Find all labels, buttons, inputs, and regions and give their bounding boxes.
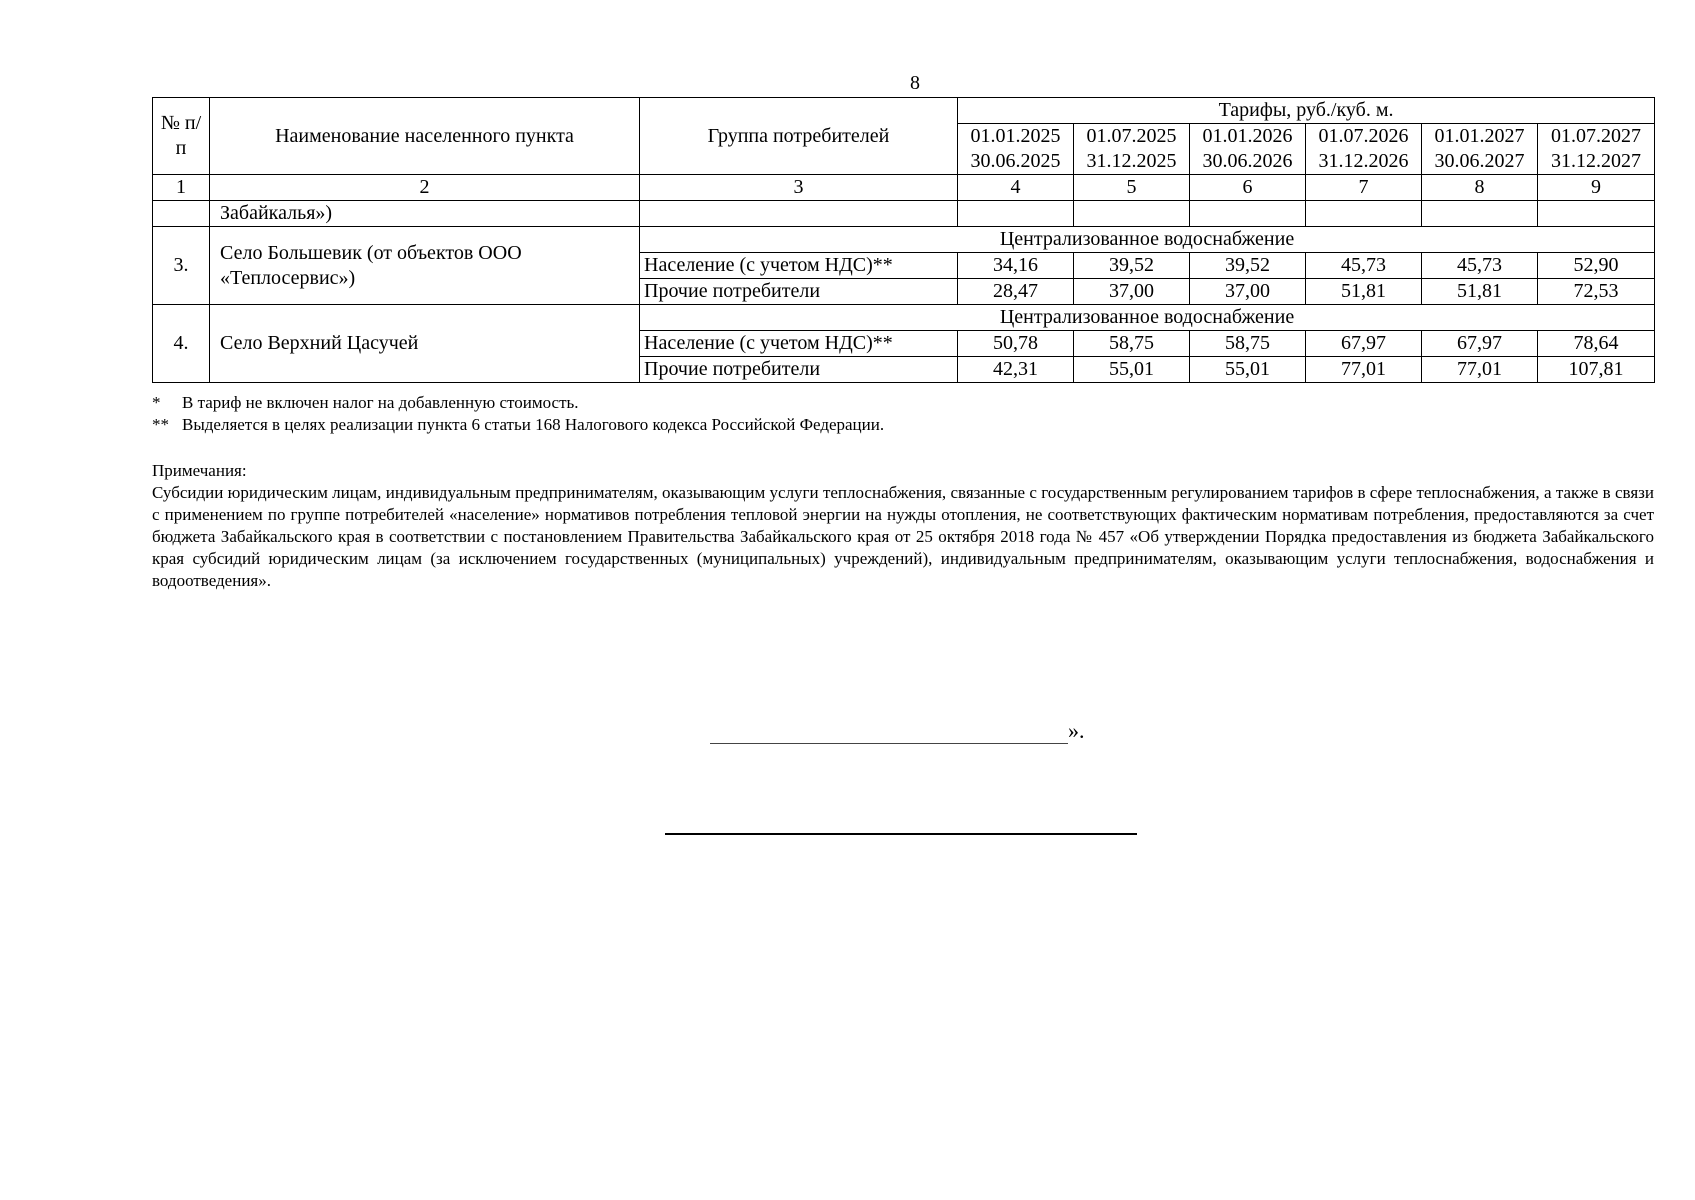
- tariff-value: 37,00: [1074, 279, 1190, 305]
- header-settlement: Наименование населенного пункта: [210, 98, 640, 175]
- consumer-group-label: Прочие потребители: [640, 357, 958, 383]
- column-number: 1: [153, 175, 210, 201]
- table-row: [153, 227, 1655, 253]
- period-to: 30.06.2026: [1190, 149, 1306, 175]
- tariff-value: 77,01: [1422, 357, 1538, 383]
- tariff-value: 58,75: [1190, 331, 1306, 357]
- tariff-value: 37,00: [1190, 279, 1306, 305]
- header-tariffs: Тарифы, руб./куб. м.: [958, 98, 1655, 124]
- column-number: 5: [1074, 175, 1190, 201]
- period-from: 01.07.2025: [1074, 124, 1190, 150]
- row-number: 3.: [153, 227, 210, 305]
- tariff-value: 34,16: [958, 253, 1074, 279]
- tariff-value: 45,73: [1306, 253, 1422, 279]
- empty-cell: [958, 201, 1074, 227]
- tariff-value: 77,01: [1306, 357, 1422, 383]
- tariff-value: 51,81: [1422, 279, 1538, 305]
- consumer-group-label: Население (с учетом НДС)**: [640, 331, 958, 357]
- period-to: 30.06.2025: [958, 149, 1074, 175]
- tariff-value: 107,81: [1538, 357, 1655, 383]
- empty-cell: [1306, 201, 1422, 227]
- header-consumer-group: Группа потребителей: [640, 98, 958, 175]
- period-to: 31.12.2025: [1074, 149, 1190, 175]
- settlement-name: Село Большевик (от объектов ООО «Теплосервис»): [210, 227, 640, 305]
- period-to: 31.12.2026: [1306, 149, 1422, 175]
- consumer-group-label: Население (с учетом НДС)**: [640, 253, 958, 279]
- notes-section: [152, 460, 1654, 592]
- tariff-value: 45,73: [1422, 253, 1538, 279]
- period-from: 01.07.2026: [1306, 124, 1422, 150]
- footnote-mark: *: [152, 393, 161, 412]
- end-rule: [665, 833, 1137, 835]
- empty-cell: [640, 201, 958, 227]
- closing-underline: [710, 719, 1068, 744]
- tariff-value: 51,81: [1306, 279, 1422, 305]
- footnote-mark: **: [152, 415, 169, 434]
- tariff-value: 39,52: [1190, 253, 1306, 279]
- period-from: 01.07.2027: [1538, 124, 1655, 150]
- column-number: 7: [1306, 175, 1422, 201]
- tariff-value: 39,52: [1074, 253, 1190, 279]
- notes-title: Примечания:: [152, 461, 247, 480]
- empty-cell: [1190, 201, 1306, 227]
- settlement-name: Село Верхний Цасучей: [210, 305, 640, 383]
- empty-cell: [1538, 201, 1655, 227]
- column-number: 9: [1538, 175, 1655, 201]
- column-number: 8: [1422, 175, 1538, 201]
- tariff-value: 28,47: [958, 279, 1074, 305]
- row-number: 4.: [153, 305, 210, 383]
- page-number: 8: [910, 72, 920, 94]
- footnote-text: В тариф не включен налог на добавленную стоимость.: [182, 393, 579, 412]
- tariff-value: 78,64: [1538, 331, 1655, 357]
- notes-text: Субсидии юридическим лицам, индивидуальным предпринимателям, оказывающим услуги теплоснабжения, связанные с государственным регулированием тарифов в сфере теплоснабжения, а также в связи с применением по группе потребителей «население» нормативов потребления тепловой энергии на нужды отопления, не соответствующих фактическим нормативам потребления, предоставляются за счет бюджета Забайкальского края в соответствии с постановлением Правительства Забайкальского края от 25 октября 2018 года № 457 «Об утверждении Порядка предоставления из бюджета Забайкальского края субсидий юридическим лицам (за исключением государственных (муниципальных) учреждений), индивидуальным предпринимателям, оказывающим услуги теплоснабжения, водоснабжения и водоотведения».: [152, 483, 1654, 590]
- tariff-value: 42,31: [958, 357, 1074, 383]
- period-from: 01.01.2025: [958, 124, 1074, 150]
- closing-block: [710, 718, 1085, 744]
- column-number: 6: [1190, 175, 1306, 201]
- tariff-value: 50,78: [958, 331, 1074, 357]
- service-type: Централизованное водоснабжение: [640, 305, 1655, 331]
- continuation-row: [153, 201, 1655, 227]
- closing-mark: ».: [1068, 718, 1085, 743]
- footnote: [152, 392, 1652, 414]
- column-number: 3: [640, 175, 958, 201]
- consumer-group-label: Прочие потребители: [640, 279, 958, 305]
- period-to: 31.12.2027: [1538, 149, 1655, 175]
- column-number-row: [153, 175, 1655, 201]
- footnote-text: Выделяется в целях реализации пункта 6 статьи 168 Налогового кодекса Российской Федерации.: [182, 415, 885, 434]
- column-number: 4: [958, 175, 1074, 201]
- period-from: 01.01.2026: [1190, 124, 1306, 150]
- table-row: [153, 305, 1655, 331]
- header-row-1: [153, 98, 1655, 124]
- period-from: 01.01.2027: [1422, 124, 1538, 150]
- footnotes: [152, 392, 1652, 436]
- tariff-value: 67,97: [1306, 331, 1422, 357]
- footnote: [152, 414, 1652, 436]
- tariff-table: [152, 97, 1655, 383]
- column-number: 2: [210, 175, 640, 201]
- tariff-value: 55,01: [1074, 357, 1190, 383]
- tariff-value: 67,97: [1422, 331, 1538, 357]
- settlement-name: Забайкалья»): [210, 201, 640, 227]
- empty-cell: [153, 201, 210, 227]
- tariff-value: 52,90: [1538, 253, 1655, 279]
- header-number: № п/п: [153, 98, 210, 175]
- empty-cell: [1422, 201, 1538, 227]
- service-type: Централизованное водоснабжение: [640, 227, 1655, 253]
- period-to: 30.06.2027: [1422, 149, 1538, 175]
- empty-cell: [1074, 201, 1190, 227]
- tariff-value: 58,75: [1074, 331, 1190, 357]
- tariff-value: 55,01: [1190, 357, 1306, 383]
- tariff-value: 72,53: [1538, 279, 1655, 305]
